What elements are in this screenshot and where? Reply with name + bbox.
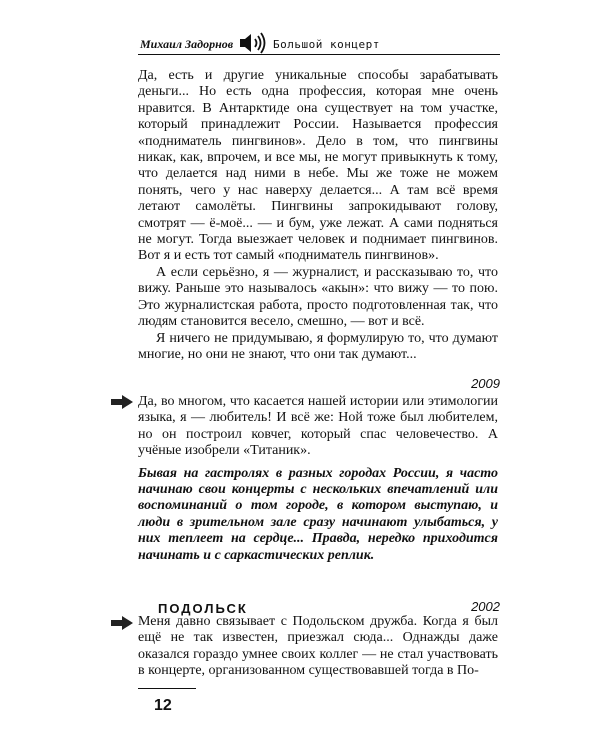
arrow-right-icon	[110, 616, 134, 630]
running-header	[138, 28, 500, 62]
entry-year-2009: 2009	[471, 376, 500, 391]
section-title: ПОДОЛЬСК	[158, 601, 248, 616]
section-text: Меня давно связывает с Подольском дружба. Когда я был ещё не так известен, приезжал сюда... Однажды даже оказался гораздо умнее своих коллег — не стал участвовать в концерте, организованном существовавшей тогда в По-	[138, 614, 498, 679]
header-book-title: Большой концерт	[273, 38, 380, 51]
speaker-sound-icon	[238, 31, 268, 55]
paragraph-3: Я ничего не придумываю, я формулирую то, что думают многие, но они не знают, что они так думают...	[138, 330, 498, 362]
footer-rule	[138, 688, 196, 689]
author-note: Бывая на гастролях в разных городах России, я часто начинаю свои концерты с нескольких впечатлений или воспоминаний о том городе, в котором выступаю, и люди в зрительном зале сразу начинают улыбаться, у них теплеет на сердце... Правда, нередко приходится начинать и с саркастических реплик.	[138, 465, 498, 563]
main-text-block	[138, 68, 498, 363]
paragraph-1: Да, есть и другие уникальные способы зарабатывать деньги... Но есть одна профессия, которая мне очень нравится. В Антарктиде она существует на том участке, который принадлежит России. Называется профессия «подниматель пингвинов». Дело в том, что пингвины никак, как, впрочем, и все мы, не могут привыкнуть к тому, что делается над ними в небе. Мы же тоже не можем понять, чего у нас наверху делается... А там всё время летают самолёты. Пингвины запрокидывают голову, смотрят — ё-моё... — и бум, уже лежат. А сами подняться не могут. Тогда выезжает человек и поднимает пингвинов. Вот я и есть тот самый «подниматель пингвинов».	[138, 68, 498, 264]
header-author: Михаил Задорнов	[140, 37, 234, 51]
header-rule	[138, 54, 500, 55]
paragraph-2: А если серьёзно, я — журналист, и рассказываю то, что вижу. Раньше это называлось «акын»: что вижу — то пою. Это журналистская работа, просто подготовленная так, что людям становится весело, смешно, — вот и всё.	[138, 264, 498, 330]
entry-2009-block	[138, 394, 498, 564]
page-number: 12	[154, 697, 172, 714]
entry-2009-text: Да, во многом, что касается нашей истории или этимологии языка, я — любитель! И всё же: Ной тоже был любителем, но он построил ковчег, который спас человечество. А учёные изобрели «Титаник».	[138, 394, 498, 459]
section-text-block	[138, 614, 498, 680]
section-year: 2002	[471, 599, 500, 614]
arrow-right-icon	[110, 395, 134, 409]
